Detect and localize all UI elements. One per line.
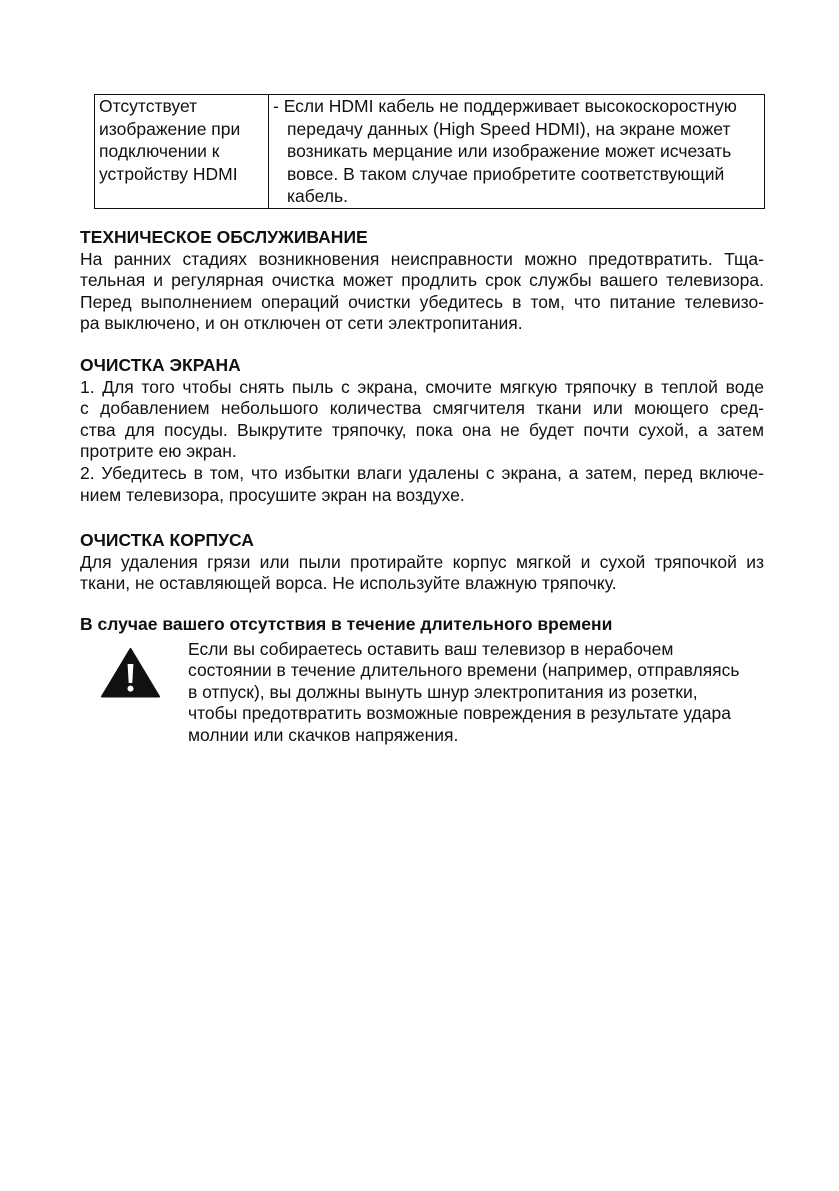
warning-line: чтобы предотвратить возможные повреждения в результате удара xyxy=(188,703,731,724)
paragraph-line: Для удаления грязи или пыли протирайте корпус мягкой и сухой тряпочкой из xyxy=(80,551,764,572)
section-long-absence xyxy=(80,614,764,747)
solution-line: передачу данных (High Speed HDMI), на экране может xyxy=(287,118,731,139)
warning-line: состоянии в течение длительного времени (например, отправляясь xyxy=(188,660,740,681)
paragraph-line: протрите ею экран. xyxy=(80,441,237,462)
problem-line: изображение при xyxy=(99,118,241,139)
paragraph-line: тельная и регулярная очистка может продлить срок службы вашего телевизора. xyxy=(80,270,764,291)
warning-triangle-icon xyxy=(100,647,161,698)
table-cell-solution xyxy=(269,95,765,209)
solution-line: вовсе. В таком случае приобретите соответствующий xyxy=(287,163,725,184)
paragraph-line: 2. Убедитесь в том, что избытки влаги удалены с экрана, а затем, перед включе- xyxy=(80,462,764,483)
section-heading: ОЧИСТКА КОРПУСА xyxy=(80,530,254,550)
section-heading: В случае вашего отсутствия в течение длительного времени xyxy=(80,614,613,634)
section-cabinet-cleaning xyxy=(80,530,764,595)
warning-line: в отпуск), вы должны вынуть шнур электропитания из розетки, xyxy=(188,681,698,702)
paragraph-line: с добавлением небольшого количества смягчителя ткани или моющего сред- xyxy=(80,398,764,419)
solution-line: - Если HDMI кабель не поддерживает высокоскоростную xyxy=(273,96,737,116)
table-cell-problem xyxy=(95,95,269,209)
section-heading: ОЧИСТКА ЭКРАНА xyxy=(80,355,241,375)
warning-line: молнии или скачков напряжения. xyxy=(188,724,459,745)
section-maintenance xyxy=(80,227,764,335)
solution-line: кабель. xyxy=(287,186,348,206)
problem-line: подключении к xyxy=(99,141,220,161)
paragraph-line: На ранних стадиях возникновения неисправности можно предотвратить. Тща- xyxy=(80,248,764,269)
problem-line: Отсутствует xyxy=(99,96,198,116)
paragraph-line: нием телевизора, просушите экран на воздухе. xyxy=(80,484,465,505)
problem-line: устройству HDMI xyxy=(99,163,238,184)
warning-block xyxy=(80,639,764,747)
solution-line: возникать мерцание или изображение может исчезать xyxy=(287,141,732,161)
paragraph-line: ра выключено, и он отключен от сети электропитания. xyxy=(80,313,523,334)
troubleshooting-table xyxy=(94,94,765,209)
paragraph-line: ства для посуды. Выкрутите тряпочку, пока она не будет почти сухой, а затем xyxy=(80,419,764,440)
paragraph-line: 1. Для того чтобы снять пыль с экрана, смочите мягкую тряпочку в теплой воде xyxy=(80,376,764,397)
section-screen-cleaning xyxy=(80,355,764,506)
paragraph-line: Перед выполнением операций очистки убедитесь в том, что питание телевизо- xyxy=(80,291,764,312)
section-heading: ТЕХНИЧЕСКОЕ ОБСЛУЖИВАНИЕ xyxy=(80,227,368,247)
table-row xyxy=(95,95,765,209)
paragraph-line: ткани, не оставляющей ворса. Не используйте влажную тряпочку. xyxy=(80,573,617,594)
warning-line: Если вы собираетесь оставить ваш телевизор в нерабочем xyxy=(188,638,674,659)
